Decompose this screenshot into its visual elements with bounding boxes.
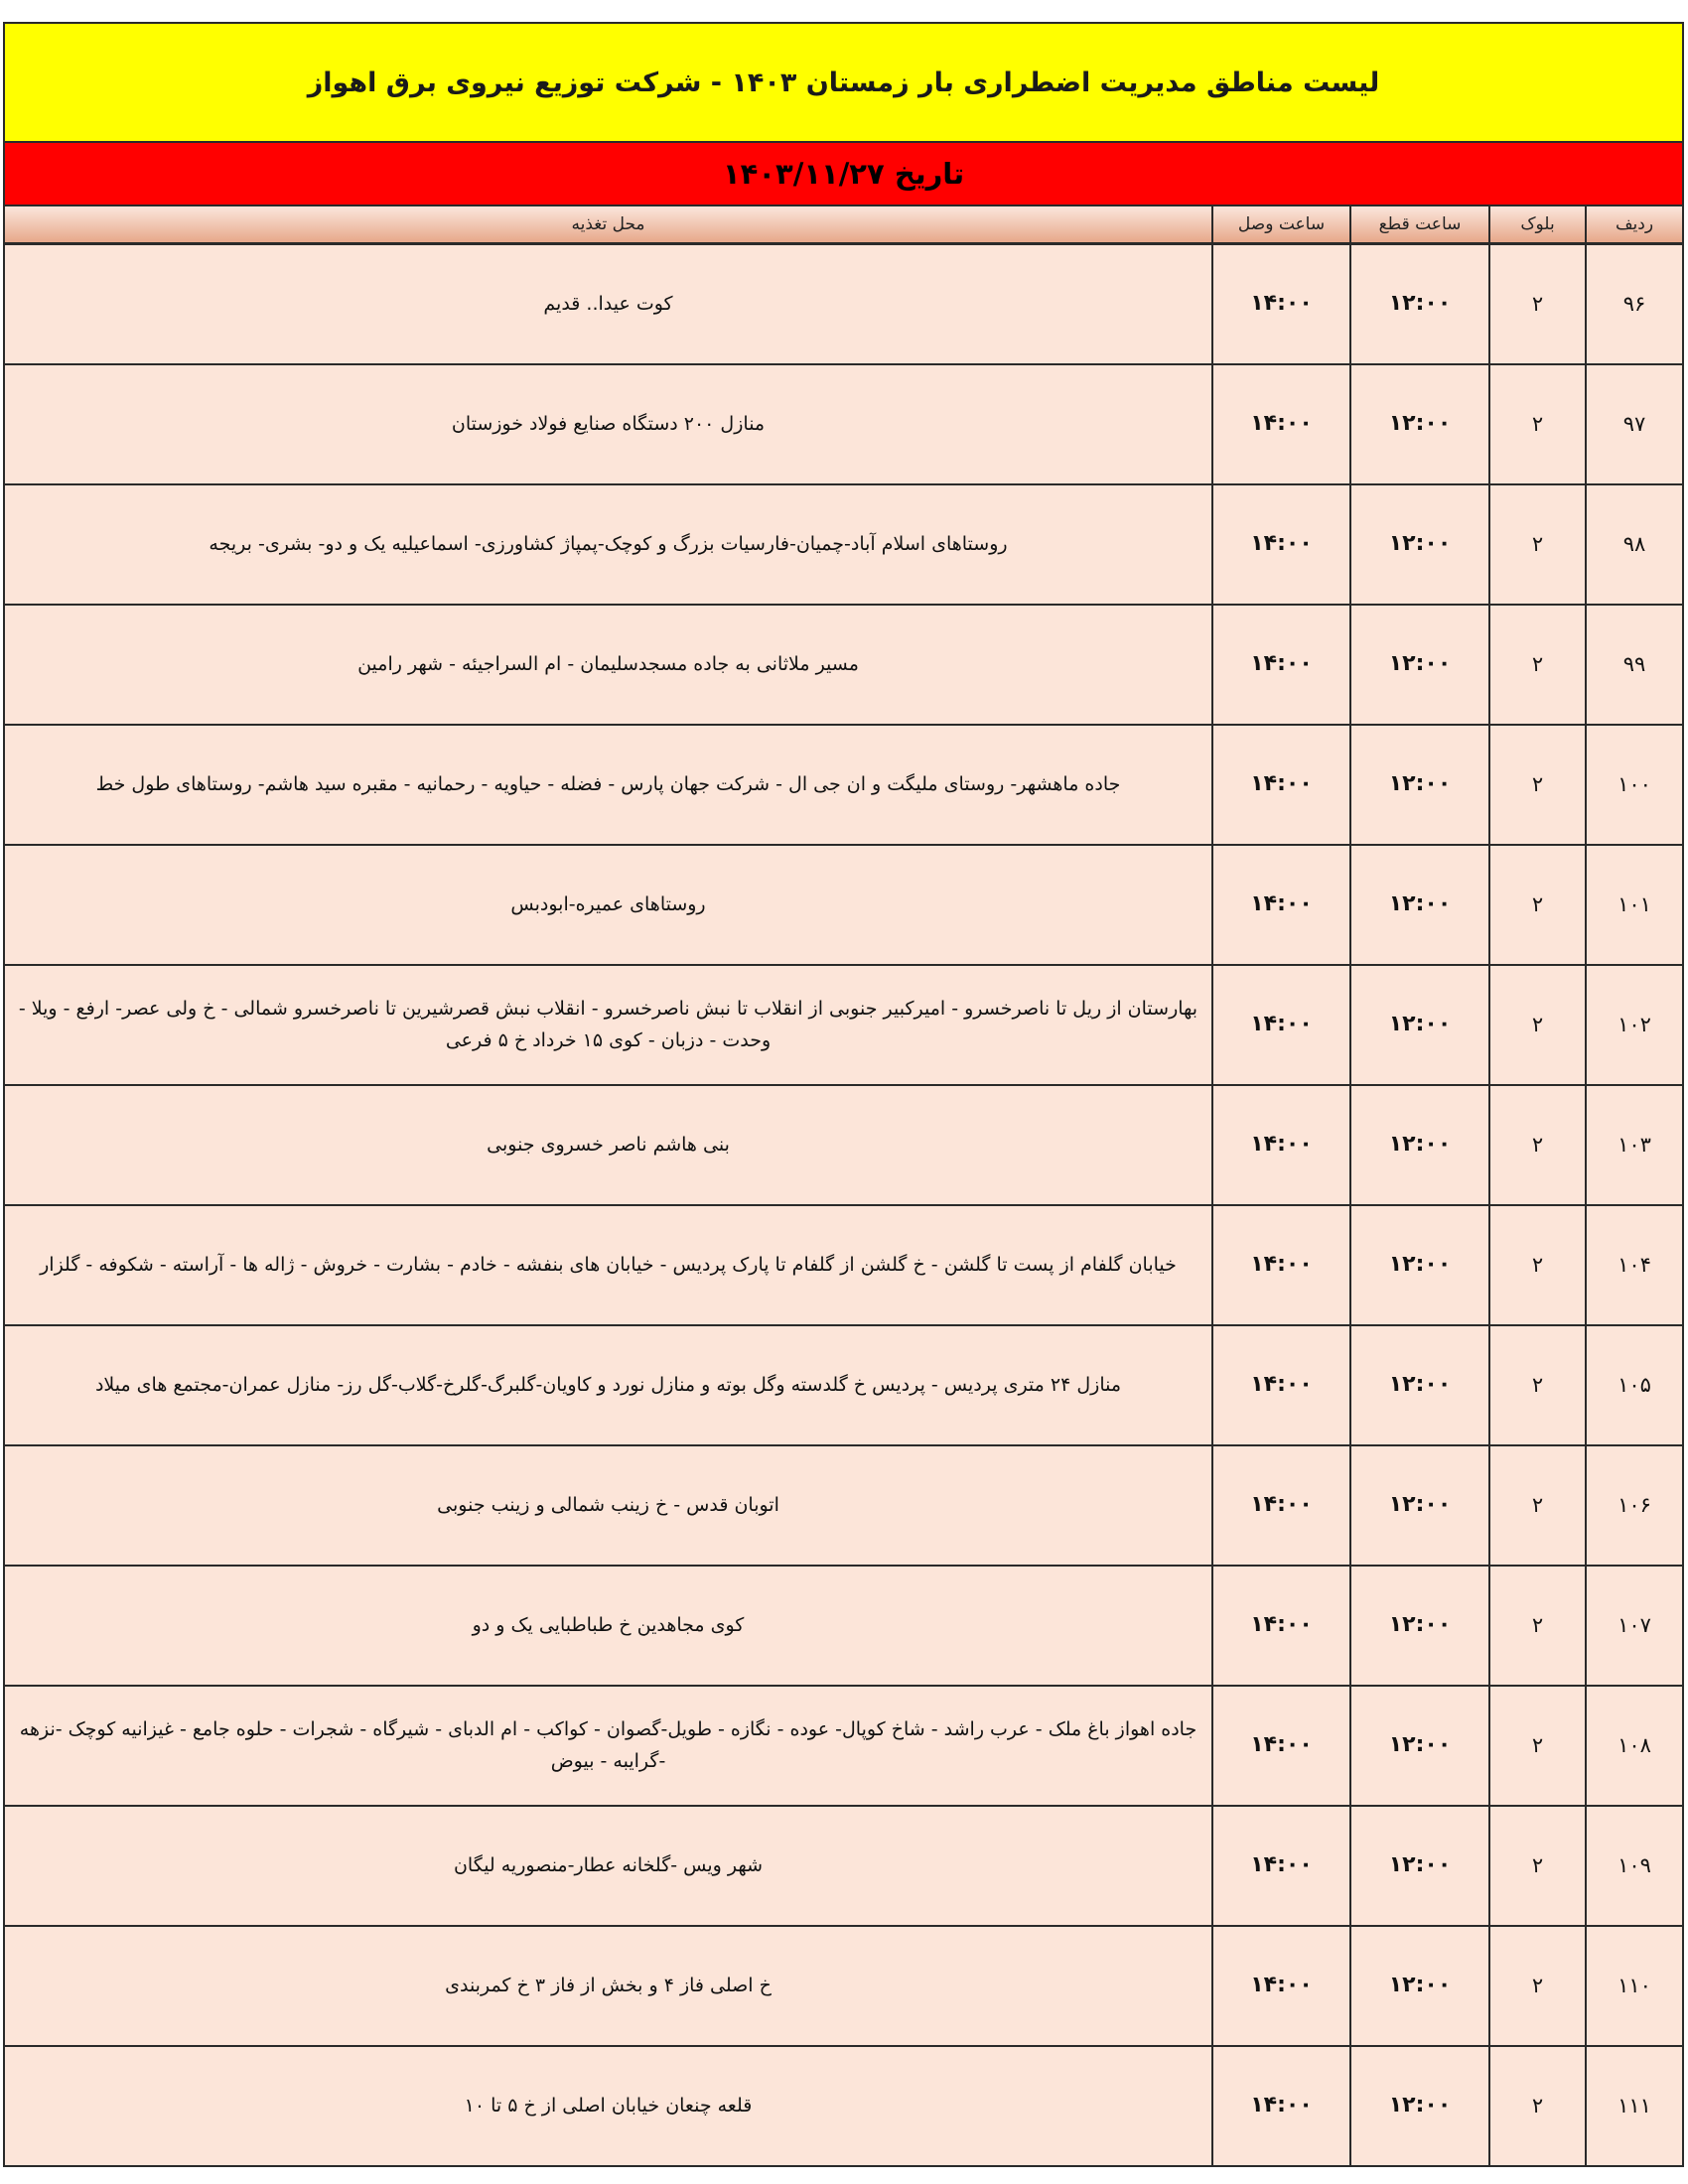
connect-time-cell: ۱۴:۰۰: [1212, 965, 1350, 1085]
row-number-cell: ۱۰۴: [1586, 1205, 1682, 1325]
table-row: [5, 1686, 1682, 1806]
cut-time-cell: ۱۲:۰۰: [1350, 1806, 1489, 1926]
table-row: [5, 1205, 1682, 1325]
cut-time-cell: ۱۲:۰۰: [1350, 1566, 1489, 1686]
block-cell: ۲: [1489, 725, 1586, 845]
block-cell: ۲: [1489, 244, 1586, 365]
column-header-connect-time: ساعت وصل: [1212, 206, 1350, 244]
table-row: [5, 725, 1682, 845]
location-cell: منازل ۲۴ متری پردیس - پردیس خ گلدسته وگل بوته و منازل نورد و کاویان-گلبرگ-گلرخ-گلاب-گل رز- منازل عمران-مجتمع های میلاد: [5, 1325, 1212, 1445]
connect-time-cell: ۱۴:۰۰: [1212, 1566, 1350, 1686]
block-cell: ۲: [1489, 1325, 1586, 1445]
schedule-sheet: [3, 22, 1684, 2167]
table-row: [5, 364, 1682, 484]
column-header-row-number: ردیف: [1586, 206, 1682, 244]
column-header-cut-time: ساعت قطع: [1350, 206, 1489, 244]
cut-time-cell: ۱۲:۰۰: [1350, 1205, 1489, 1325]
location-cell: مسیر ملاثانی به جاده مسجدسلیمان - ام السراجیئه - شهر رامین: [5, 605, 1212, 725]
table-row: [5, 845, 1682, 965]
column-header-location: محل تغذیه: [5, 206, 1212, 244]
connect-time-cell: ۱۴:۰۰: [1212, 364, 1350, 484]
cut-time-cell: ۱۲:۰۰: [1350, 1445, 1489, 1566]
date-banner: تاریخ ۱۴۰۳/۱۱/۲۷: [5, 143, 1682, 206]
location-cell: بنی هاشم ناصر خسروی جنوبی: [5, 1085, 1212, 1205]
block-cell: ۲: [1489, 484, 1586, 605]
location-cell: روستاهای عمیره-ابودبس: [5, 845, 1212, 965]
row-number-cell: ۹۸: [1586, 484, 1682, 605]
table-row: [5, 484, 1682, 605]
location-cell: بهارستان از ریل تا ناصرخسرو - امیرکبیر جنوبی از انقلاب تا نبش ناصرخسرو - انقلاب نبش قصرشیرین تا ناصرخسرو شمالی - خ ولی عصر- ارفع - ویلا - وحدت - دزبان - کوی ۱۵ خرداد خ ۵ فرعی: [5, 965, 1212, 1085]
block-cell: ۲: [1489, 1085, 1586, 1205]
cut-time-cell: ۱۲:۰۰: [1350, 244, 1489, 365]
outage-table: [5, 206, 1682, 2165]
block-cell: ۲: [1489, 1566, 1586, 1686]
table-row: [5, 1085, 1682, 1205]
table-row: [5, 965, 1682, 1085]
block-cell: ۲: [1489, 1686, 1586, 1806]
cut-time-cell: ۱۲:۰۰: [1350, 1085, 1489, 1205]
cut-time-cell: ۱۲:۰۰: [1350, 1686, 1489, 1806]
table-header-row: [5, 206, 1682, 244]
row-number-cell: ۱۰۹: [1586, 1806, 1682, 1926]
block-cell: ۲: [1489, 1806, 1586, 1926]
table-row: [5, 605, 1682, 725]
cut-time-cell: ۱۲:۰۰: [1350, 364, 1489, 484]
connect-time-cell: ۱۴:۰۰: [1212, 1926, 1350, 2046]
column-header-block: بلوک: [1489, 206, 1586, 244]
table-row: [5, 1566, 1682, 1686]
connect-time-cell: ۱۴:۰۰: [1212, 484, 1350, 605]
location-cell: اتوبان قدس - خ زینب شمالی و زینب جنوبی: [5, 1445, 1212, 1566]
row-number-cell: ۱۰۷: [1586, 1566, 1682, 1686]
connect-time-cell: ۱۴:۰۰: [1212, 1205, 1350, 1325]
connect-time-cell: ۱۴:۰۰: [1212, 1325, 1350, 1445]
cut-time-cell: ۱۲:۰۰: [1350, 1325, 1489, 1445]
table-row: [5, 1445, 1682, 1566]
table-row: [5, 244, 1682, 365]
table-row: [5, 1325, 1682, 1445]
cut-time-cell: ۱۲:۰۰: [1350, 2046, 1489, 2165]
cut-time-cell: ۱۲:۰۰: [1350, 605, 1489, 725]
connect-time-cell: ۱۴:۰۰: [1212, 605, 1350, 725]
cut-time-cell: ۱۲:۰۰: [1350, 845, 1489, 965]
row-number-cell: ۱۰۱: [1586, 845, 1682, 965]
location-cell: کوی مجاهدین خ طباطبایی یک و دو: [5, 1566, 1212, 1686]
table-row: [5, 1926, 1682, 2046]
block-cell: ۲: [1489, 2046, 1586, 2165]
block-cell: ۲: [1489, 965, 1586, 1085]
row-number-cell: ۹۷: [1586, 364, 1682, 484]
row-number-cell: ۱۱۱: [1586, 2046, 1682, 2165]
connect-time-cell: ۱۴:۰۰: [1212, 845, 1350, 965]
location-cell: خیابان گلفام از پست تا گلشن - خ گلشن از گلفام تا پارک پردیس - خیابان های بنفشه - خادم - بشارت - خروش - ژاله ها - آراسته - شکوفه - گلزار: [5, 1205, 1212, 1325]
connect-time-cell: ۱۴:۰۰: [1212, 725, 1350, 845]
location-cell: خ اصلی فاز ۴ و بخش از فاز ۳ خ کمربندی: [5, 1926, 1212, 2046]
cut-time-cell: ۱۲:۰۰: [1350, 1926, 1489, 2046]
block-cell: ۲: [1489, 1926, 1586, 2046]
row-number-cell: ۱۰۶: [1586, 1445, 1682, 1566]
row-number-cell: ۱۱۰: [1586, 1926, 1682, 2046]
block-cell: ۲: [1489, 1205, 1586, 1325]
table-row: [5, 1806, 1682, 1926]
location-cell: منازل ۲۰۰ دستگاه صنایع فولاد خوزستان: [5, 364, 1212, 484]
cut-time-cell: ۱۲:۰۰: [1350, 484, 1489, 605]
row-number-cell: ۱۰۵: [1586, 1325, 1682, 1445]
row-number-cell: ۱۰۸: [1586, 1686, 1682, 1806]
connect-time-cell: ۱۴:۰۰: [1212, 1445, 1350, 1566]
connect-time-cell: ۱۴:۰۰: [1212, 1686, 1350, 1806]
location-cell: جاده اهواز باغ ملک - عرب راشد - شاخ کوپال- عوده - نگازه - طویل-گصوان - کواکب - ام الدبای - شیرگاه - شجرات - حلوه جامع - غیزانیه کوچک -نزهه -گرایبه - بیوض: [5, 1686, 1212, 1806]
row-number-cell: ۹۶: [1586, 244, 1682, 365]
block-cell: ۲: [1489, 1445, 1586, 1566]
location-cell: روستاهای اسلام آباد-چمیان-فارسیات بزرگ و کوچک-پمپاژ کشاورزی- اسماعیلیه یک و دو- بشری- بریجه: [5, 484, 1212, 605]
cut-time-cell: ۱۲:۰۰: [1350, 725, 1489, 845]
row-number-cell: ۱۰۰: [1586, 725, 1682, 845]
row-number-cell: ۱۰۲: [1586, 965, 1682, 1085]
row-number-cell: ۹۹: [1586, 605, 1682, 725]
location-cell: قلعه چنعان خیابان اصلی از خ ۵ تا ۱۰: [5, 2046, 1212, 2165]
block-cell: ۲: [1489, 364, 1586, 484]
table-row: [5, 2046, 1682, 2165]
location-cell: شهر ویس -گلخانه عطار-منصوریه لیگان: [5, 1806, 1212, 1926]
connect-time-cell: ۱۴:۰۰: [1212, 1085, 1350, 1205]
connect-time-cell: ۱۴:۰۰: [1212, 2046, 1350, 2165]
location-cell: جاده ماهشهر- روستای ملیگت و ان جی ال - شرکت جهان پارس - فضله - حیاویه - رحمانیه - مقبره سید هاشم- روستاهای طول خط: [5, 725, 1212, 845]
block-cell: ۲: [1489, 605, 1586, 725]
row-number-cell: ۱۰۳: [1586, 1085, 1682, 1205]
location-cell: کوت عیدا.. قدیم: [5, 244, 1212, 365]
connect-time-cell: ۱۴:۰۰: [1212, 1806, 1350, 1926]
document-title: لیست مناطق مدیریت اضطراری بار زمستان ۱۴۰۳ - شرکت توزیع نیروی برق اهواز: [5, 24, 1682, 143]
cut-time-cell: ۱۲:۰۰: [1350, 965, 1489, 1085]
connect-time-cell: ۱۴:۰۰: [1212, 244, 1350, 365]
block-cell: ۲: [1489, 845, 1586, 965]
